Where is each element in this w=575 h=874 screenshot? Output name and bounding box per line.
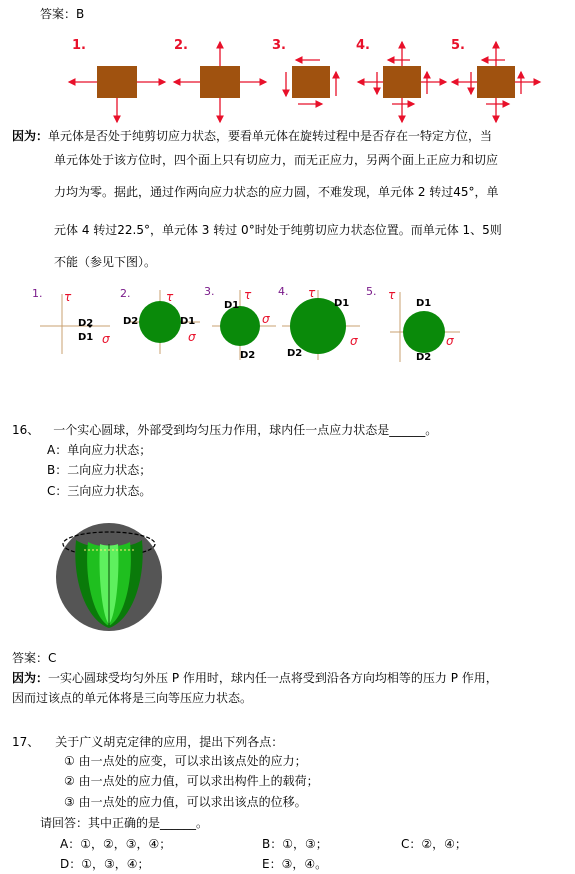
tau-label-5: τ <box>388 288 396 302</box>
q17-prompt: 请回答：其中正确的是______。 <box>40 816 209 830</box>
mohr-number-4: 4. <box>278 285 289 298</box>
mohr-circle-3 <box>220 306 260 346</box>
element-number-4: 4. <box>356 38 370 53</box>
d1-label-3: D1 <box>224 300 240 311</box>
explanation-1-line-4: 元体 4 转过22.5°，单元体 3 转过 0°时处于纯剪切应力状态位置。而单元体 1、5则 <box>54 223 502 237</box>
sigma-label-1: σ <box>102 332 110 346</box>
tau-label-4: τ <box>308 286 316 300</box>
element-number-1: 1. <box>72 38 86 53</box>
q17-option-d: D：①，③，④； <box>60 857 150 871</box>
stress-element-4 <box>358 42 446 122</box>
q17-option-c: C：②，④； <box>401 837 467 851</box>
question-16-stem: 16、 一个实心圆球，外部受到均匀压力作用，球内任一点应力状态是______。 <box>12 423 438 437</box>
element-number-5: 5. <box>451 38 465 53</box>
q17-item-3: ③ 由一点处的应力值，可以求出该点的位移。 <box>64 795 307 809</box>
q17-item-1: ① 由一点处的应变，可以求出该点处的应力； <box>64 754 307 768</box>
explanation-2-line-1: 因为：一实心圆球受均匀外压 P 作用时，球内任一点将受到沿各方向均相等的压力 P 作用， <box>12 671 498 685</box>
q17-option-a: A：①，②，③，④； <box>60 837 172 851</box>
sigma-label-2: σ <box>188 330 196 344</box>
tau-label-1: τ <box>64 290 72 304</box>
explanation-1-line-5: 不能（参见下图）。 <box>54 255 157 269</box>
q17-option-e: E：③，④。 <box>262 857 328 871</box>
sigma-label-5: σ <box>446 334 454 348</box>
q16-option-c: C：三向应力状态。 <box>47 484 152 498</box>
d2-label-1: D2 <box>78 318 94 329</box>
explanation-1-line-2: 单元体处于该方位时，四个面上只有切应力，而无正应力，另两个面上正应力和切应 <box>54 153 499 167</box>
explanation-2-line-2: 因而过该点的单元体将是三向等压应力状态。 <box>12 691 253 705</box>
sigma-label-3: σ <box>262 312 270 326</box>
stress-element-5 <box>452 42 540 122</box>
mohr-number-1: 1. <box>32 287 43 300</box>
stress-elements-figure <box>0 32 575 128</box>
q17-option-b: B：①，③； <box>262 837 328 851</box>
mohr-circle-5 <box>403 311 445 353</box>
d2-label-4: D2 <box>287 348 303 359</box>
sigma-label-4: σ <box>350 334 358 348</box>
stress-element-1 <box>69 66 165 122</box>
explanation-1-line-3: 力均为零。据此，通过作两向应力状态的应力圆，不难发现，单元体 2 转过45°，单 <box>54 185 499 199</box>
sphere-figure <box>54 520 164 632</box>
q16-option-b: B：二向应力状态； <box>47 463 152 477</box>
tau-label-3: τ <box>244 288 252 302</box>
d2-label-2: D2 <box>123 316 139 327</box>
tau-label-2: τ <box>166 290 174 304</box>
d1-label-2: D1 <box>180 316 196 327</box>
q16-option-a: A：单向应力状态； <box>47 443 152 457</box>
mohr-circle-2 <box>139 301 181 343</box>
d1-label-5: D1 <box>416 298 432 309</box>
element-number-3: 3. <box>272 38 286 53</box>
mohr-number-2: 2. <box>120 287 131 300</box>
stress-element-3 <box>286 60 336 104</box>
d1-label-4: D1 <box>334 298 350 309</box>
stress-element-2 <box>174 42 266 122</box>
d2-label-3: D2 <box>240 350 256 361</box>
mohr-number-5: 5. <box>366 285 377 298</box>
q17-item-2: ② 由一点处的应力值，可以求出构件上的载荷； <box>64 774 319 788</box>
mohr-number-3: 3. <box>204 285 215 298</box>
explanation-1-line-1: 因为：单元体是否处于纯剪切应力状态，要看单元体在旋转过程中是否存在一特定方位，当 <box>12 129 493 143</box>
question-17-stem: 17、 关于广义胡克定律的应用，提出下列各点： <box>12 735 284 749</box>
element-number-2: 2. <box>174 38 188 53</box>
answer-label-2: 答案：C <box>12 651 57 665</box>
d1-label-1: D1 <box>78 332 94 343</box>
d2-label-5: D2 <box>416 352 432 363</box>
answer-label-1: 答案：B <box>40 7 85 21</box>
mohr-diagram-1 <box>40 294 110 354</box>
